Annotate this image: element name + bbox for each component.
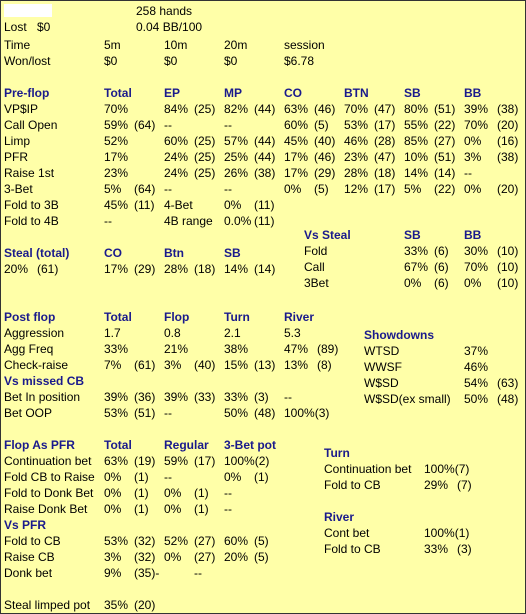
postflop-cell-aggression-3: 5.3 — [284, 326, 301, 340]
postflop-header-total: Total — [104, 310, 132, 324]
flop-pfr-header-flop-as-pfr: Flop As PFR — [4, 438, 75, 452]
preflop-cell-vp-ip-8: (47) — [374, 102, 396, 116]
preflop-cell-vp-ip-12: (38) — [497, 102, 519, 116]
flop-pfr-cell-fold-cb-to-raise-2: -- — [164, 470, 172, 484]
preflop-cell-fold-to-3b-1: (11) — [134, 198, 155, 212]
flop-pfr-cell-fold-cb-to-raise-4: (1) — [254, 470, 269, 484]
missed-cb-cell-bet-oop-5: 100%(3) — [284, 406, 330, 420]
preflop-cell-call-open-2: -- — [164, 118, 172, 132]
preflop-cell-pfr-3: 25% — [224, 150, 249, 164]
river-row-label-fold-to-cb: Fold to CB — [324, 542, 381, 556]
preflop-cell-pfr-1: 24% — [164, 150, 189, 164]
preflop-cell-fold-to-4b-1: 4B range — [164, 214, 213, 228]
wonlost-10m: $0 — [164, 54, 178, 68]
preflop-header-co: CO — [284, 86, 302, 100]
flop-pfr-row-label-fold-cb-to-raise: Fold CB to Raise — [4, 470, 95, 484]
bb-per-100: 0.04 BB/100 — [136, 20, 203, 34]
showdowns-cell-w-sd-ex-small-0: 50% — [464, 392, 489, 406]
vs-steal-cell-fold-3: (10) — [497, 244, 519, 258]
vs-pfr-cell-donk-bet-2: -- — [194, 566, 202, 580]
turn-cell-fold-to-cb-1: (7) — [457, 478, 472, 492]
postflop-cell-check-raise-1: (61) — [134, 358, 156, 372]
flop-pfr-cell-continuation-bet-1: (19) — [134, 454, 156, 468]
flop-pfr-row-label-fold-to-donk-bet: Fold to Donk Bet — [4, 486, 94, 500]
vs-steal-cell-fold-2: 30% — [464, 244, 489, 258]
lost-value: $0 — [37, 20, 51, 34]
river-cell-fold-to-cb-0: 33% — [424, 542, 449, 556]
postflop-cell-check-raise-6: 13% — [284, 358, 309, 372]
showdowns-cell-w-sd-0: 54% — [464, 376, 489, 390]
steal-header-sb: SB — [224, 246, 241, 260]
preflop-cell-limp-4: (44) — [254, 134, 276, 148]
preflop-cell-vp-ip-5: 63% — [284, 102, 309, 116]
postflop-row-label-check-raise: Check-raise — [4, 358, 69, 372]
wonlost-20m: $0 — [224, 54, 238, 68]
preflop-cell-vp-ip-10: (51) — [434, 102, 456, 116]
preflop-cell-3-bet-2: -- — [164, 182, 172, 196]
preflop-cell-raise-1st-3: 26% — [224, 166, 249, 180]
steal-value-1: (61) — [37, 262, 59, 276]
showdowns-cell-w-sd-ex-small-1: (48) — [497, 392, 519, 406]
preflop-cell-vp-ip-7: 70% — [344, 102, 369, 116]
flop-pfr-cell-fold-to-donk-bet-1: (1) — [134, 486, 149, 500]
preflop-cell-pfr-7: 23% — [344, 150, 369, 164]
preflop-cell-fold-to-4b-2: 0.0% — [224, 214, 252, 228]
flop-pfr-cell-raise-donk-bet-1: (1) — [134, 502, 149, 516]
vs-steal-header-bb: BB — [464, 228, 482, 242]
missed-cb-row-label-bet-oop: Bet OOP — [4, 406, 53, 420]
flop-pfr-cell-fold-cb-to-raise-3: 0% — [224, 470, 242, 484]
row-label-time: Time — [4, 38, 31, 52]
vs-pfr-row-label-fold-to-cb: Fold to CB — [4, 534, 61, 548]
preflop-cell-limp-11: 0% — [464, 134, 482, 148]
missed-cb-cell-bet-in-position-2: 39% — [164, 390, 189, 404]
preflop-cell-3-bet-6: 12% — [344, 182, 369, 196]
preflop-row-label-3-bet: 3-Bet — [4, 182, 33, 196]
vs-steal-cell-call-3: (10) — [497, 260, 519, 274]
preflop-cell-call-open-10: 70% — [464, 118, 489, 132]
preflop-cell-3-bet-7: (17) — [374, 182, 396, 196]
preflop-cell-pfr-4: (44) — [254, 150, 276, 164]
preflop-cell-fold-to-4b-0: -- — [104, 214, 112, 228]
steal-value-7: (14) — [254, 262, 276, 276]
vs-steal-cell-call-0: 67% — [404, 260, 429, 274]
flop-pfr-cell-raise-donk-bet-4: -- — [224, 502, 232, 516]
preflop-cell-raise-1st-2: (25) — [194, 166, 216, 180]
preflop-cell-3-bet-5: (5) — [314, 182, 329, 196]
vs-steal-header-sb: SB — [404, 228, 421, 242]
preflop-cell-call-open-0: 59% — [104, 118, 129, 132]
flop-pfr-header-total: Total — [104, 438, 132, 452]
vs-pfr-cell-fold-to-cb-5: (5) — [254, 534, 269, 548]
steal-value-3: (29) — [134, 262, 156, 276]
missed-cb-cell-bet-oop-4: (48) — [254, 406, 276, 420]
turn-row-label-fold-to-cb: Fold to CB — [324, 478, 381, 492]
showdowns-title: Showdowns — [364, 328, 434, 342]
preflop-cell-3-bet-1: (64) — [134, 182, 156, 196]
flop-pfr-cell-raise-donk-bet-0: 0% — [104, 502, 122, 516]
preflop-cell-limp-2: (25) — [194, 134, 216, 148]
preflop-header-mp: MP — [224, 86, 242, 100]
flop-pfr-cell-continuation-bet-4: 100%(2) — [224, 454, 270, 468]
preflop-cell-vp-ip-9: 80% — [404, 102, 429, 116]
missed-cb-cell-bet-in-position-1: (36) — [134, 390, 156, 404]
river-title: River — [324, 510, 355, 524]
vs-pfr-cell-raise-cb-3: (27) — [194, 550, 216, 564]
preflop-cell-call-open-6: 53% — [344, 118, 369, 132]
preflop-cell-3-bet-4: 0% — [284, 182, 302, 196]
postflop-cell-check-raise-3: (40) — [194, 358, 216, 372]
preflop-header-pre-flop: Pre-flop — [4, 86, 50, 100]
preflop-cell-raise-1st-7: 28% — [344, 166, 369, 180]
vs-steal-cell-fold-0: 33% — [404, 244, 429, 258]
vs-pfr-cell-fold-to-cb-4: 60% — [224, 534, 249, 548]
flop-pfr-cell-raise-donk-bet-3: (1) — [194, 502, 209, 516]
preflop-row-label-vp-ip: VP$IP — [4, 102, 39, 116]
preflop-cell-call-open-7: (17) — [374, 118, 396, 132]
steal-header-btn: Btn — [164, 246, 184, 260]
vs-pfr-cell-raise-cb-1: (32) — [134, 550, 156, 564]
river-cell-cont-bet-0: 100%(1) — [424, 526, 470, 540]
showdowns-cell-wwsf-0: 46% — [464, 360, 489, 374]
preflop-row-label-call-open: Call Open — [4, 118, 58, 132]
vs-steal-cell-3bet-2: 0% — [464, 276, 482, 290]
preflop-row-label-raise-1st: Raise 1st — [4, 166, 55, 180]
showdowns-row-label-wwsf: WWSF — [364, 360, 402, 374]
preflop-cell-raise-1st-1: 24% — [164, 166, 189, 180]
preflop-row-label-pfr: PFR — [4, 150, 28, 164]
preflop-cell-vp-ip-1: 84% — [164, 102, 189, 116]
preflop-cell-call-open-4: 60% — [284, 118, 309, 132]
postflop-header-turn: Turn — [224, 310, 250, 324]
preflop-cell-fold-to-4b-3: (11) — [254, 214, 275, 228]
player-name-field — [4, 4, 52, 17]
preflop-cell-limp-8: (28) — [374, 134, 396, 148]
postflop-header-flop: Flop — [164, 310, 190, 324]
postflop-cell-check-raise-7: (8) — [317, 358, 332, 372]
flop-pfr-cell-fold-cb-to-raise-0: 0% — [104, 470, 122, 484]
steal-limped-pot-value: 35% — [104, 598, 129, 612]
steal-value-0: 20% — [4, 262, 29, 276]
preflop-cell-fold-to-3b-2: 4-Bet — [164, 198, 193, 212]
steal-value-2: 17% — [104, 262, 129, 276]
preflop-cell-limp-0: 52% — [104, 134, 129, 148]
showdowns-cell-wtsd-0: 37% — [464, 344, 489, 358]
postflop-cell-check-raise-2: 3% — [164, 358, 182, 372]
preflop-row-label-limp: Limp — [4, 134, 31, 148]
postflop-cell-check-raise-0: 7% — [104, 358, 122, 372]
turn-cell-continuation-bet-0: 100%(7) — [424, 462, 470, 476]
vs-pfr-cell-fold-to-cb-2: 52% — [164, 534, 189, 548]
flop-pfr-cell-fold-to-donk-bet-2: 0% — [164, 486, 182, 500]
preflop-cell-vp-ip-0: 70% — [104, 102, 129, 116]
column-5m: 5m — [104, 38, 121, 52]
preflop-cell-raise-1st-6: (29) — [314, 166, 336, 180]
missed-cb-row-label-bet-in-position: Bet In position — [4, 390, 81, 404]
postflop-cell-aggression-1: 0.8 — [164, 326, 181, 340]
preflop-cell-call-open-11: (20) — [497, 118, 519, 132]
wonlost-5m: $0 — [104, 54, 118, 68]
preflop-header-ep: EP — [164, 86, 181, 100]
showdowns-row-label-w-sd: W$SD — [364, 376, 399, 390]
column-session: session — [284, 38, 325, 52]
postflop-row-label-aggression: Aggression — [4, 326, 65, 340]
preflop-cell-limp-3: 57% — [224, 134, 249, 148]
preflop-cell-raise-1st-0: 23% — [104, 166, 129, 180]
preflop-cell-fold-to-3b-0: 45% — [104, 198, 129, 212]
preflop-cell-3-bet-3: -- — [224, 182, 232, 196]
missed-cb-cell-bet-in-position-3: (33) — [194, 390, 216, 404]
postflop-cell-agg-freq-0: 33% — [104, 342, 129, 356]
river-row-label-cont-bet: Cont bet — [324, 526, 370, 540]
vs-steal-cell-3bet-0: 0% — [404, 276, 422, 290]
flop-pfr-cell-fold-cb-to-raise-1: (1) — [134, 470, 149, 484]
vs-pfr-cell-donk-bet-0: 9% — [104, 566, 122, 580]
preflop-cell-3-bet-11: (20) — [497, 182, 519, 196]
flop-pfr-header-regular: Regular — [164, 438, 209, 452]
postflop-header-river: River — [284, 310, 315, 324]
preflop-cell-fold-to-3b-3: 0% — [224, 198, 242, 212]
river-cell-fold-to-cb-1: (3) — [457, 542, 472, 556]
postflop-cell-agg-freq-3: 47% — [284, 342, 309, 356]
column-10m: 10m — [164, 38, 188, 52]
preflop-cell-3-bet-0: 5% — [104, 182, 122, 196]
wonlost-session: $6.78 — [284, 54, 315, 68]
preflop-cell-pfr-0: 17% — [104, 150, 129, 164]
flop-pfr-row-label-raise-donk-bet: Raise Donk Bet — [4, 502, 88, 516]
vs-pfr-cell-fold-to-cb-3: (27) — [194, 534, 216, 548]
postflop-header-post-flop: Post flop — [4, 310, 56, 324]
preflop-cell-pfr-11: 3% — [464, 150, 482, 164]
vs-pfr-cell-raise-cb-4: 20% — [224, 550, 249, 564]
preflop-header-btn: BTN — [344, 86, 369, 100]
postflop-cell-aggression-2: 2.1 — [224, 326, 241, 340]
vs-steal-row-label-call: Call — [304, 260, 325, 274]
preflop-cell-raise-1st-10: (14) — [434, 166, 456, 180]
flop-pfr-row-label-continuation-bet: Continuation bet — [4, 454, 92, 468]
vs-pfr-row-label-donk-bet: Donk bet — [4, 566, 53, 580]
preflop-cell-3-bet-10: 0% — [464, 182, 482, 196]
preflop-cell-vp-ip-2: (25) — [194, 102, 216, 116]
vs-pfr-cell-raise-cb-2: 0% — [164, 550, 182, 564]
preflop-cell-pfr-9: 10% — [404, 150, 429, 164]
preflop-cell-call-open-5: (5) — [314, 118, 329, 132]
vs-pfr-cell-fold-to-cb-0: 53% — [104, 534, 129, 548]
preflop-cell-pfr-6: (46) — [314, 150, 336, 164]
preflop-cell-vp-ip-4: (44) — [254, 102, 276, 116]
preflop-cell-raise-1st-4: (38) — [254, 166, 276, 180]
preflop-cell-limp-12: (16) — [497, 134, 519, 148]
preflop-cell-3-bet-8: 5% — [404, 182, 422, 196]
steal-header-co: CO — [104, 246, 122, 260]
postflop-cell-agg-freq-2: 38% — [224, 342, 249, 356]
postflop-cell-agg-freq-1: 21% — [164, 342, 189, 356]
preflop-cell-call-open-9: (22) — [434, 118, 456, 132]
vs-steal-cell-3bet-1: (6) — [434, 276, 449, 290]
postflop-cell-check-raise-4: 15% — [224, 358, 249, 372]
flop-pfr-cell-fold-to-donk-bet-3: (1) — [194, 486, 209, 500]
steal-value-5: (18) — [194, 262, 216, 276]
vs-steal-cell-3bet-3: (10) — [497, 276, 519, 290]
missed-cb-cell-bet-oop-2: -- — [164, 406, 172, 420]
turn-row-label-continuation-bet: Continuation bet — [324, 462, 412, 476]
vs-pfr-cell-raise-cb-0: 3% — [104, 550, 122, 564]
vs-pfr-cell-raise-cb-5: (5) — [254, 550, 269, 564]
postflop-row-label-agg-freq: Agg Freq — [4, 342, 54, 356]
vs-steal-row-label-3bet: 3Bet — [304, 276, 329, 290]
preflop-cell-limp-5: 45% — [284, 134, 309, 148]
preflop-cell-pfr-10: (51) — [434, 150, 456, 164]
preflop-cell-vp-ip-6: (46) — [314, 102, 336, 116]
flop-pfr-cell-raise-donk-bet-2: 0% — [164, 502, 182, 516]
preflop-cell-3-bet-9: (22) — [434, 182, 456, 196]
vs-steal-cell-call-1: (6) — [434, 260, 449, 274]
preflop-cell-limp-10: (27) — [434, 134, 456, 148]
row-label-wonlost: Won/lost — [4, 54, 51, 68]
vs-pfr-cell-donk-bet-1: (35)- — [134, 566, 160, 580]
preflop-cell-fold-to-3b-4: (11) — [254, 198, 275, 212]
preflop-header-sb: SB — [404, 86, 421, 100]
preflop-cell-vp-ip-11: 39% — [464, 102, 489, 116]
vs-pfr-row-label-raise-cb: Raise CB — [4, 550, 55, 564]
turn-title: Turn — [324, 446, 350, 460]
turn-cell-fold-to-cb-0: 29% — [424, 478, 449, 492]
flop-pfr-cell-fold-to-donk-bet-0: 0% — [104, 486, 122, 500]
preflop-cell-pfr-5: 17% — [284, 150, 309, 164]
showdowns-row-label-wtsd: WTSD — [364, 344, 400, 358]
preflop-cell-call-open-8: 55% — [404, 118, 429, 132]
missed-cb-cell-bet-oop-1: (51) — [134, 406, 156, 420]
steal-limped-pot-count: (20) — [134, 598, 156, 612]
preflop-header-total: Total — [104, 86, 132, 100]
preflop-row-label-fold-to-3b: Fold to 3B — [4, 198, 59, 212]
preflop-cell-call-open-1: (64) — [134, 118, 156, 132]
preflop-cell-raise-1st-11: -- — [464, 166, 472, 180]
vs-steal-header-vs-steal: Vs Steal — [304, 228, 351, 242]
steal-header-steal-total: Steal (total) — [4, 246, 70, 260]
preflop-cell-call-open-3: -- — [224, 118, 232, 132]
preflop-cell-pfr-8: (47) — [374, 150, 396, 164]
preflop-cell-pfr-2: (25) — [194, 150, 216, 164]
showdowns-row-label-w-sd-ex-small: W$SD(ex small) — [364, 392, 451, 406]
preflop-cell-limp-6: (40) — [314, 134, 336, 148]
vs-steal-cell-call-2: 70% — [464, 260, 489, 274]
flop-pfr-cell-continuation-bet-2: 59% — [164, 454, 189, 468]
postflop-cell-agg-freq-4: (89) — [317, 342, 339, 356]
preflop-cell-limp-1: 60% — [164, 134, 189, 148]
preflop-header-bb: BB — [464, 86, 482, 100]
vs-steal-cell-fold-1: (6) — [434, 244, 449, 258]
showdowns-cell-w-sd-1: (63) — [497, 376, 519, 390]
lost-label: Lost — [4, 20, 27, 34]
missed-cb-cell-bet-oop-0: 53% — [104, 406, 129, 420]
preflop-cell-pfr-12: (38) — [497, 150, 519, 164]
vs-steal-row-label-fold: Fold — [304, 244, 328, 258]
column-20m: 20m — [224, 38, 248, 52]
preflop-row-label-fold-to-4b: Fold to 4B — [4, 214, 59, 228]
preflop-cell-limp-7: 46% — [344, 134, 369, 148]
vs-missed-cb-title: Vs missed CB — [4, 374, 85, 388]
flop-pfr-cell-continuation-bet-3: (17) — [194, 454, 216, 468]
preflop-cell-raise-1st-5: 17% — [284, 166, 309, 180]
steal-limped-pot-label: Steal limped pot — [4, 598, 91, 612]
preflop-cell-vp-ip-3: 82% — [224, 102, 249, 116]
postflop-cell-aggression-0: 1.7 — [104, 326, 121, 340]
missed-cb-cell-bet-in-position-0: 39% — [104, 390, 129, 404]
missed-cb-cell-bet-oop-3: 50% — [224, 406, 249, 420]
flop-pfr-cell-continuation-bet-0: 63% — [104, 454, 129, 468]
missed-cb-cell-bet-in-position-5: (3) — [254, 390, 269, 404]
steal-value-4: 28% — [164, 262, 189, 276]
hands-count: 258 hands — [136, 4, 193, 18]
preflop-cell-raise-1st-8: (18) — [374, 166, 396, 180]
steal-value-6: 14% — [224, 262, 249, 276]
postflop-cell-check-raise-5: (13) — [254, 358, 276, 372]
missed-cb-cell-bet-in-position-6: -- — [284, 390, 292, 404]
vs-pfr-cell-fold-to-cb-1: (32) — [134, 534, 156, 548]
flop-pfr-cell-fold-to-donk-bet-4: -- — [224, 486, 232, 500]
preflop-cell-raise-1st-9: 14% — [404, 166, 429, 180]
flop-pfr-header-3-bet-pot: 3-Bet pot — [224, 438, 276, 452]
vs-pfr-title: Vs PFR — [4, 518, 47, 532]
missed-cb-cell-bet-in-position-4: 33% — [224, 390, 249, 404]
preflop-cell-limp-9: 85% — [404, 134, 429, 148]
